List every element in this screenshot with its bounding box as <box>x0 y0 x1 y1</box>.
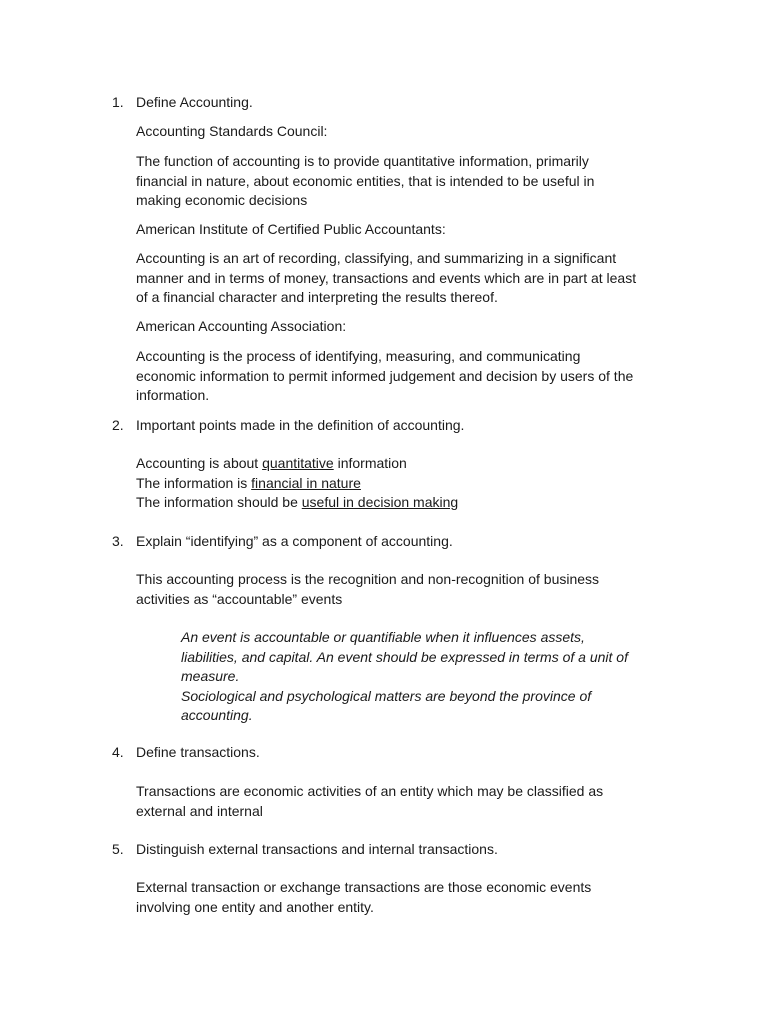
question-text: Define Accounting. <box>136 94 253 110</box>
question-number: 4. <box>112 744 124 760</box>
question-number: 3. <box>112 533 124 549</box>
external-internal-answer <box>136 878 692 917</box>
question-text: Important points made in the definition of accounting. <box>136 417 465 433</box>
transactions-answer <box>136 782 692 821</box>
question-number: 2. <box>112 417 124 433</box>
question-number: 1. <box>112 94 124 110</box>
text-line: accounting. <box>181 707 253 723</box>
question-text: Explain “identifying” as a component of accounting. <box>136 533 453 549</box>
key-point-2: The information is financial in nature <box>136 474 361 491</box>
identifying-answer <box>136 570 692 609</box>
text-line: Accounting is the process of identifying, measuring, and communicating <box>136 348 581 364</box>
text-line: information. <box>136 387 210 403</box>
text-line: Sociological and psychological matters are beyond the province of <box>181 687 592 704</box>
text-line: External transaction or exchange transactions are those economic events <box>136 879 592 895</box>
text-line: liabilities, and capital. An event should be expressed in terms of a unit of <box>181 648 628 665</box>
text-line: Accounting is an art of recording, classifying, and summarizing in a significant <box>136 250 617 266</box>
text-line: financial in nature, about economic entities, that is intended to be useful in <box>136 172 595 189</box>
text-line: This accounting process is the recognition and non-recognition of business <box>136 571 600 587</box>
question-text: Distinguish external transactions and internal transactions. <box>136 841 498 857</box>
text-line: measure. <box>181 668 240 684</box>
text-line: manner and in terms of money, transactions and events which are in part at least <box>136 269 637 286</box>
text-line: external and internal <box>136 802 263 819</box>
text-line: of a financial character and interpreting the results thereof. <box>136 289 498 305</box>
text-line: activities as “accountable” events <box>136 590 343 607</box>
aaa-definition <box>136 347 692 406</box>
question-number: 5. <box>112 841 124 857</box>
key-points <box>136 454 692 513</box>
text-line: The function of accounting is to provide quantitative information, primarily <box>136 153 589 169</box>
underlined-term: useful in decision making <box>301 494 459 510</box>
text-line: Transactions are economic activities of an entity which may be classified as <box>136 783 604 799</box>
aaa-heading: American Accounting Association: <box>136 318 347 334</box>
underlined-term: quantitative <box>262 455 334 471</box>
text-line: making economic decisions <box>136 192 308 208</box>
aicpa-heading: American Institute of Certified Public Accountants: <box>136 221 446 237</box>
underlined-term: financial in nature <box>251 474 361 491</box>
asc-definition <box>136 152 692 211</box>
text-line: economic information to permit informed judgement and decision by users of the <box>136 367 634 384</box>
aicpa-definition <box>136 249 692 308</box>
question-text: Define transactions. <box>136 744 260 760</box>
key-point-3: The information should be useful in decision making <box>136 494 459 510</box>
identifying-note <box>181 628 681 726</box>
asc-heading: Accounting Standards Council: <box>136 123 328 139</box>
text-line: An event is accountable or quantifiable when it influences assets, <box>181 629 585 645</box>
text-line: involving one entity and another entity. <box>136 898 374 915</box>
key-point-1: Accounting is about quantitative information <box>136 455 407 471</box>
